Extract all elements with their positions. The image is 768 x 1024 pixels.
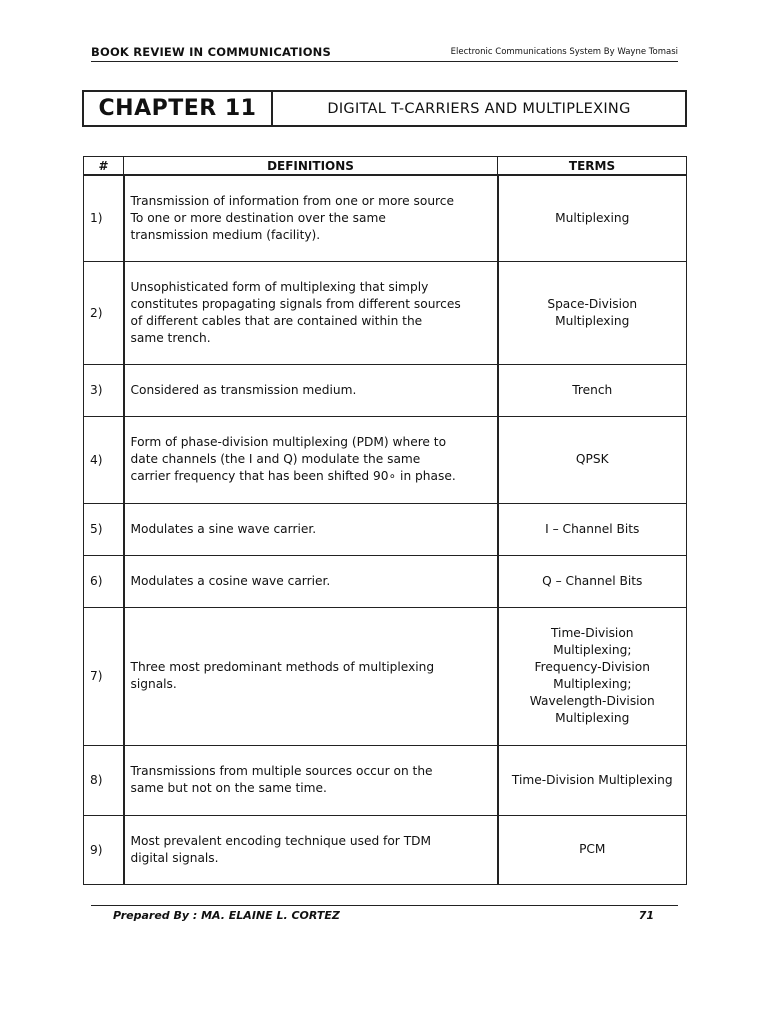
table-row xyxy=(84,261,687,364)
term-line: Multiplexing xyxy=(555,711,630,725)
definition-line: Transmission of information from one or more source xyxy=(130,193,454,208)
definition-line: Modulates a sine wave carrier. xyxy=(130,521,317,536)
definition-line: date channels (the I and Q) modulate the same xyxy=(130,452,421,466)
definition-line: same trench. xyxy=(130,330,211,345)
term-line: Trench xyxy=(572,382,613,397)
column-header-number: # xyxy=(84,157,124,176)
definition-line: digital signals. xyxy=(130,850,219,865)
column-header-definitions: DEFINITIONS xyxy=(124,157,498,176)
table-row xyxy=(84,745,687,815)
definition-cell xyxy=(124,175,498,261)
term-line: Wavelength-Division xyxy=(529,694,655,708)
definition-cell xyxy=(124,607,498,745)
table-row xyxy=(84,815,687,884)
term-line: Multiplexing xyxy=(555,313,630,328)
header-source: Electronic Communications System By Wayne Tomasi xyxy=(450,47,678,57)
row-number: 3) xyxy=(84,364,124,416)
term-line: Time-Division Multiplexing xyxy=(511,772,673,787)
row-number: 7) xyxy=(84,607,124,745)
row-number: 1) xyxy=(84,175,124,261)
term-cell xyxy=(498,175,687,261)
term-cell xyxy=(498,416,687,503)
row-number: 5) xyxy=(84,503,124,555)
term-cell xyxy=(498,745,687,815)
table-row xyxy=(84,175,687,261)
page-footer xyxy=(91,905,678,922)
row-number: 2) xyxy=(84,261,124,364)
table-row xyxy=(84,503,687,555)
term-line: I – Channel Bits xyxy=(545,521,640,536)
definition-cell xyxy=(124,416,498,503)
header-book-title: BOOK REVIEW IN COMMUNICATIONS xyxy=(91,45,331,59)
footer-prepared-by: Prepared By : MA. ELAINE L. CORTEZ xyxy=(113,909,340,922)
definition-line: Transmissions from multiple sources occur on the xyxy=(130,764,433,778)
term-cell xyxy=(498,261,687,364)
term-line: Multiplexing; xyxy=(553,677,632,691)
term-line: Time-Division xyxy=(550,626,634,640)
definition-line: Considered as transmission medium. xyxy=(130,382,357,397)
term-cell xyxy=(498,503,687,555)
term-line: QPSK xyxy=(575,452,609,466)
definition-line: of different cables that are contained within the xyxy=(130,313,423,328)
definition-line: constitutes propagating signals from different sources xyxy=(130,296,461,311)
term-line: Frequency-Division xyxy=(534,660,650,674)
term-line: Space-Division xyxy=(547,296,638,311)
term-line: Multiplexing xyxy=(555,210,630,225)
row-number: 6) xyxy=(84,555,124,607)
definition-cell xyxy=(124,555,498,607)
table-row xyxy=(84,364,687,416)
table-row xyxy=(84,607,687,745)
definition-line: Form of phase-division multiplexing (PDM) where to xyxy=(130,435,447,449)
definition-line: Unsophisticated form of multiplexing that simply xyxy=(130,279,429,294)
term-cell xyxy=(498,364,687,416)
definition-line: Modulates a cosine wave carrier. xyxy=(130,573,331,588)
term-cell xyxy=(498,555,687,607)
row-number: 4) xyxy=(84,416,124,503)
column-header-terms: TERMS xyxy=(498,157,687,176)
page-header xyxy=(91,44,678,62)
term-cell xyxy=(498,815,687,884)
page-number: 71 xyxy=(638,909,654,922)
definition-line: Three most predominant methods of multiplexing xyxy=(130,660,435,674)
row-number: 9) xyxy=(84,815,124,884)
term-line: Multiplexing; xyxy=(553,643,632,657)
definition-line: signals. xyxy=(130,677,177,691)
term-cell xyxy=(498,607,687,745)
definition-line: transmission medium (facility). xyxy=(130,227,321,242)
chapter-label: CHAPTER 11 xyxy=(84,92,273,125)
definition-line: carrier frequency that has been shifted 90∘ in phase. xyxy=(130,469,456,483)
table-row xyxy=(84,416,687,503)
definition-cell xyxy=(124,745,498,815)
definition-line: To one or more destination over the same xyxy=(130,210,386,225)
chapter-banner xyxy=(82,90,687,127)
definition-cell xyxy=(124,815,498,884)
definition-cell xyxy=(124,503,498,555)
table-row xyxy=(84,555,687,607)
table-header-row xyxy=(84,157,687,176)
term-line: Q – Channel Bits xyxy=(542,573,643,588)
definition-cell xyxy=(124,261,498,364)
term-line: PCM xyxy=(579,842,606,856)
row-number: 8) xyxy=(84,745,124,815)
definition-line: Most prevalent encoding technique used for TDM xyxy=(130,833,432,848)
definition-line: same but not on the same time. xyxy=(130,781,327,795)
definition-cell xyxy=(124,364,498,416)
definitions-table xyxy=(83,156,687,885)
chapter-title: DIGITAL T-CARRIERS AND MULTIPLEXING xyxy=(327,100,631,117)
